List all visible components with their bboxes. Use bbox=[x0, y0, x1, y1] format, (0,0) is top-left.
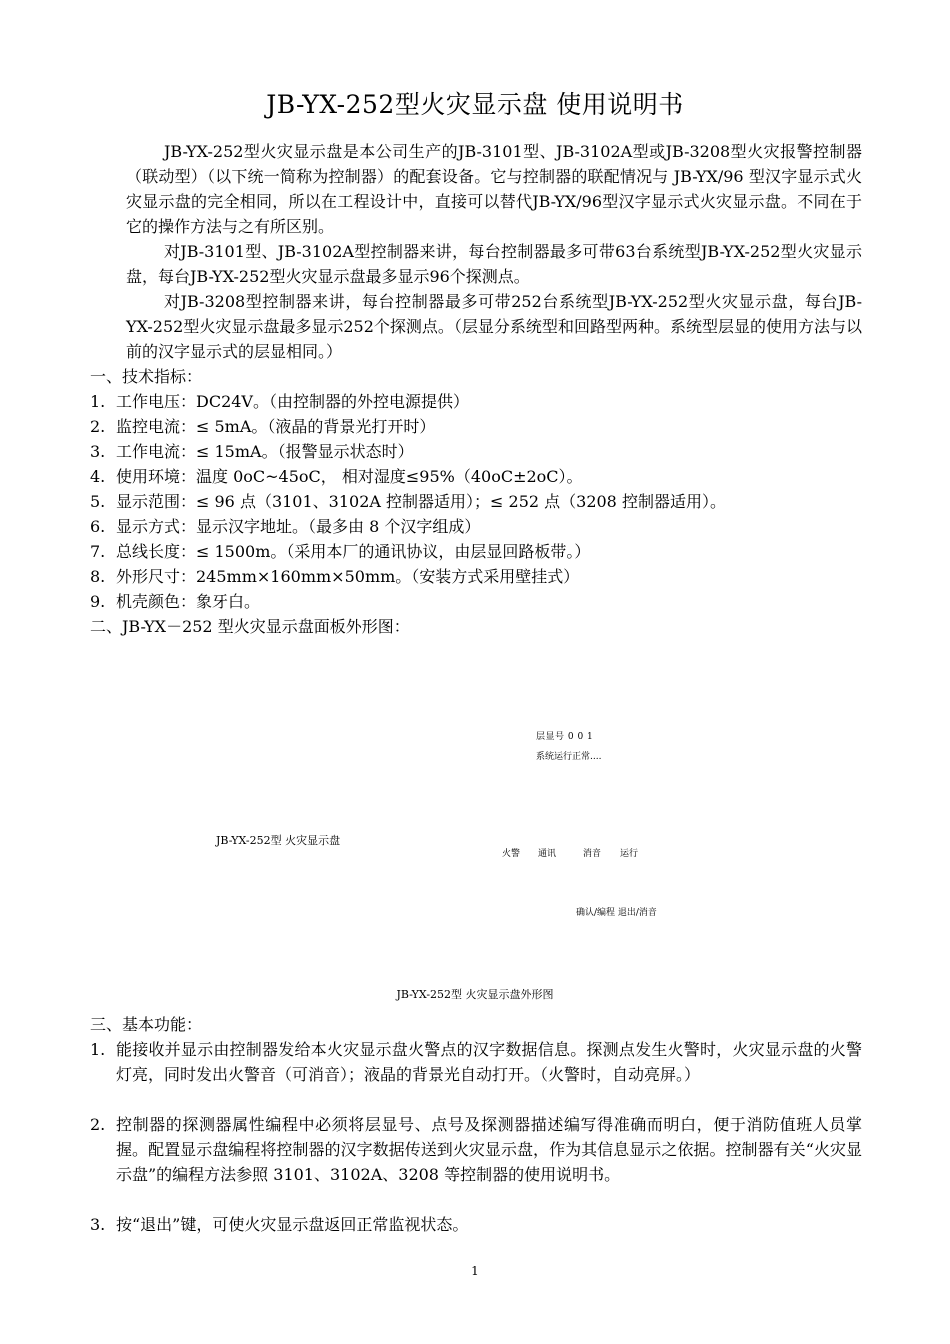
item-text: 显示范围：≤ 96 点（3101、3102A 控制器适用）；≤ 252 点（3208 控制器适用）。 bbox=[116, 492, 726, 511]
item-number: 7. bbox=[90, 542, 106, 561]
spec-item bbox=[90, 564, 862, 589]
item-text: 工作电压：DC24V。（由控制器的外控电源提供） bbox=[116, 392, 469, 411]
section-2-heading: 二、JB-YX－252 型火灾显示盘面板外形图： bbox=[90, 617, 410, 636]
spec-item bbox=[90, 389, 862, 414]
item-text: 总线长度：≤ 1500m。（采用本厂的通讯协议，由层显回路板带。） bbox=[116, 542, 591, 561]
item-text: 监控电流：≤ 5mA。（液晶的背景光打开时） bbox=[116, 417, 436, 436]
item-number: 1. bbox=[90, 1040, 106, 1059]
spec-item bbox=[90, 539, 862, 564]
document-title: JB-YX-252型火灾显示盘 使用说明书 bbox=[266, 90, 684, 119]
item-text: 使用环境：温度 0oC~45oC， 相对湿度≤95%（40oC±2oC）。 bbox=[116, 467, 583, 486]
item-number: 9. bbox=[90, 592, 106, 611]
spec-item bbox=[90, 439, 862, 464]
function-item bbox=[90, 1037, 862, 1087]
item-number: 2. bbox=[90, 417, 106, 436]
lcd-floor-number: 层显号 0 0 1 bbox=[536, 732, 594, 742]
function-item bbox=[90, 1212, 862, 1237]
item-text: 工作电流：≤ 15mA。（报警显示状态时） bbox=[116, 442, 414, 461]
spec-item bbox=[90, 589, 862, 614]
item-text: 机壳颜色：象牙白。 bbox=[116, 592, 261, 611]
indicator-run-label: 运行 bbox=[620, 849, 639, 859]
spec-item bbox=[90, 414, 862, 439]
item-number: 1. bbox=[90, 392, 106, 411]
spec-item bbox=[90, 514, 862, 539]
item-number: 6. bbox=[90, 517, 106, 536]
function-item bbox=[90, 1112, 862, 1187]
spec-item bbox=[90, 464, 862, 489]
panel-label: JB-YX-252型 火灾显示盘 bbox=[216, 834, 341, 847]
intro-paragraph-3: 对JB-3208型控制器来讲，每台控制器最多可带252台系统型JB-YX-252型火灾显示盘，每台JB-YX-252型火灾显示盘最多显示252个探测点。（层显分系统型和回路型两种。系统型层显的使用方法与以前的汉字显示式的层显相同。） bbox=[126, 292, 862, 361]
page-number: 1 bbox=[471, 1264, 479, 1278]
item-text: 显示方式：显示汉字地址。（最多由 8 个汉字组成） bbox=[116, 517, 481, 536]
item-text: 能接收并显示由控制器发给本火灾显示盘火警点的汉字数据信息。探测点发生火警时，火灾显示盘的火警灯亮，同时发出火警音（可消音）；液晶的背景光自动打开。（火警时，自动亮屏。） bbox=[116, 1040, 862, 1084]
item-number: 8. bbox=[90, 567, 106, 586]
item-number: 3. bbox=[90, 442, 106, 461]
item-text: 外形尺寸：245mm×160mm×50mm。（安装方式采用壁挂式） bbox=[116, 567, 580, 586]
item-number: 2. bbox=[90, 1115, 106, 1134]
section-1-heading: 一、技术指标： bbox=[90, 367, 203, 386]
button-labels: 确认/编程 退出/消音 bbox=[576, 908, 657, 918]
item-number: 5. bbox=[90, 492, 106, 511]
item-number: 3. bbox=[90, 1215, 106, 1234]
indicator-silence-label: 消音 bbox=[583, 849, 602, 859]
item-text: 按“退出”键，可使火灾显示盘返回正常监视状态。 bbox=[116, 1215, 469, 1234]
item-number: 4. bbox=[90, 467, 106, 486]
section-3-heading: 三、基本功能： bbox=[90, 1015, 203, 1034]
item-text: 控制器的探测器属性编程中必须将层显号、点号及探测器描述编写得准确而明白，便于消防值班人员掌握。配置显示盘编程将控制器的汉字数据传送到火灾显示盘，作为其信息显示之依据。控制器有关“火灾显示盘”的编程方法参照 3101、3102A、3208 等控制器的使用说明书。 bbox=[116, 1115, 862, 1184]
intro-paragraph-2: 对JB-3101型、JB-3102A型控制器来讲，每台控制器最多可带63台系统型JB-YX-252型火灾显示盘，每台JB-YX-252型火灾显示盘最多显示96个探测点。 bbox=[126, 242, 862, 286]
figure-caption: JB-YX-252型 火灾显示盘外形图 bbox=[396, 988, 554, 1001]
intro-paragraph-1: JB-YX-252型火灾显示盘是本公司生产的JB-3101型、JB-3102A型或JB-3208型火灾报警控制器（联动型）（以下统一简称为控制器）的配套设备。它与控制器的联配情况与 JB-YX/96 型汉字显示式火灾显示盘的完全相同，所以在工程设计中，直接可以替代JB-YX/96型汉字显示式火灾显示盘。不同在于它的操作方法与之有所区别。 bbox=[126, 142, 862, 236]
spec-item bbox=[90, 489, 862, 514]
lcd-status-text: 系统运行正常.... bbox=[536, 752, 602, 762]
indicator-comm-label: 通讯 bbox=[538, 849, 557, 859]
indicator-fire-label: 火警 bbox=[502, 849, 521, 859]
